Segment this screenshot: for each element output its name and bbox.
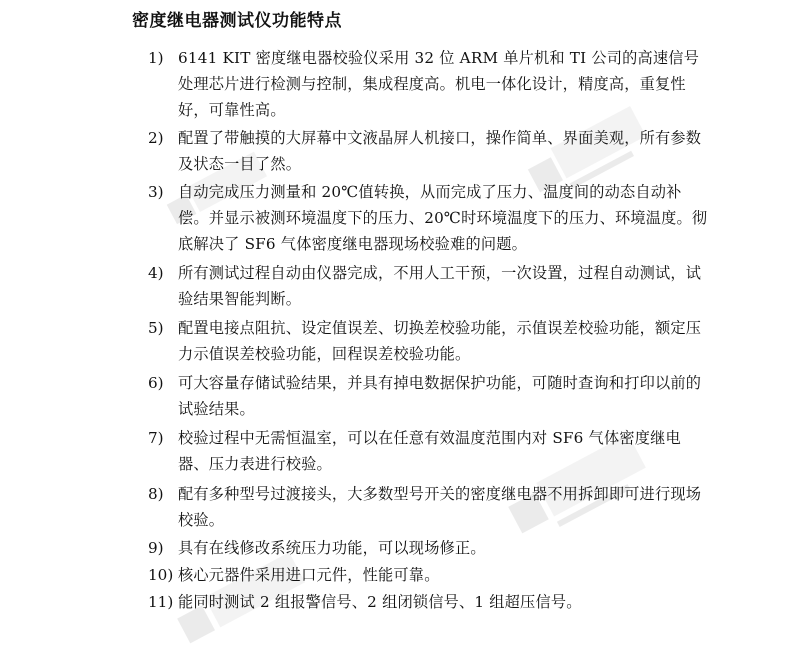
item-text: 校验过程中无需恒温室，可以在任意有效温度范围内对 SF6 气体密度继电器、压力表进行校验。 [178, 429, 681, 473]
list-item [148, 179, 708, 257]
item-number: 6) [148, 374, 164, 392]
list-item [148, 425, 708, 477]
item-number: 3) [148, 183, 164, 201]
item-number: 2) [148, 129, 164, 147]
list-item [148, 589, 708, 615]
list-item [148, 45, 708, 123]
item-text: 具有在线修改系统压力功能，可以现场修正。 [178, 539, 486, 557]
list-item [148, 562, 708, 588]
item-text: 所有测试过程自动由仪器完成，不用人工干预，一次设置，过程自动测试，试验结果智能判断。 [178, 264, 702, 308]
list-item [148, 535, 708, 561]
item-number: 9) [148, 539, 164, 557]
item-number: 1) [148, 49, 164, 67]
item-number: 10) [148, 566, 174, 584]
document-title: 密度继电器测试仪功能特点 [132, 11, 342, 31]
item-number: 4) [148, 264, 164, 282]
item-text: 可大容量存储试验结果，并具有掉电数据保护功能，可随时查询和打印以前的试验结果。 [178, 374, 702, 418]
item-number: 5) [148, 319, 164, 337]
item-number: 11) [148, 593, 174, 611]
list-item [148, 370, 708, 422]
item-number: 7) [148, 429, 164, 447]
item-number: 8) [148, 485, 164, 503]
item-text: 6141 KIT 密度继电器校验仪采用 32 位 ARM 单片机和 TI 公司的高速信号处理芯片进行检测与控制，集成程度高。机电一体化设计，精度高，重复性好，可靠性高。 [178, 49, 700, 119]
item-text: 配有多种型号过渡接头，大多数型号开关的密度继电器不用拆卸即可进行现场校验。 [178, 485, 702, 529]
list-item [148, 260, 708, 312]
item-text: 能同时测试 2 组报警信号、2 组闭锁信号、1 组超压信号。 [178, 593, 582, 611]
item-text: 配置了带触摸的大屏幕中文液晶屏人机接口，操作简单、界面美观，所有参数及状态一目了然。 [178, 129, 702, 173]
list-item [148, 481, 708, 533]
item-text: 自动完成压力测量和 20℃值转换，从而完成了压力、温度间的动态自动补偿。并显示被测环境温度下的压力、20℃时环境温度下的压力、环境温度。彻底解决了 SF6 气体密度继电器现场校验难的问题。 [178, 183, 708, 253]
item-text: 配置电接点阻抗、设定值误差、切换差校验功能，示值误差校验功能，额定压力示值误差校验功能，回程误差校验功能。 [178, 319, 702, 363]
item-text: 核心元器件采用进口元件，性能可靠。 [178, 566, 440, 584]
list-item [148, 315, 708, 367]
list-item [148, 125, 708, 177]
